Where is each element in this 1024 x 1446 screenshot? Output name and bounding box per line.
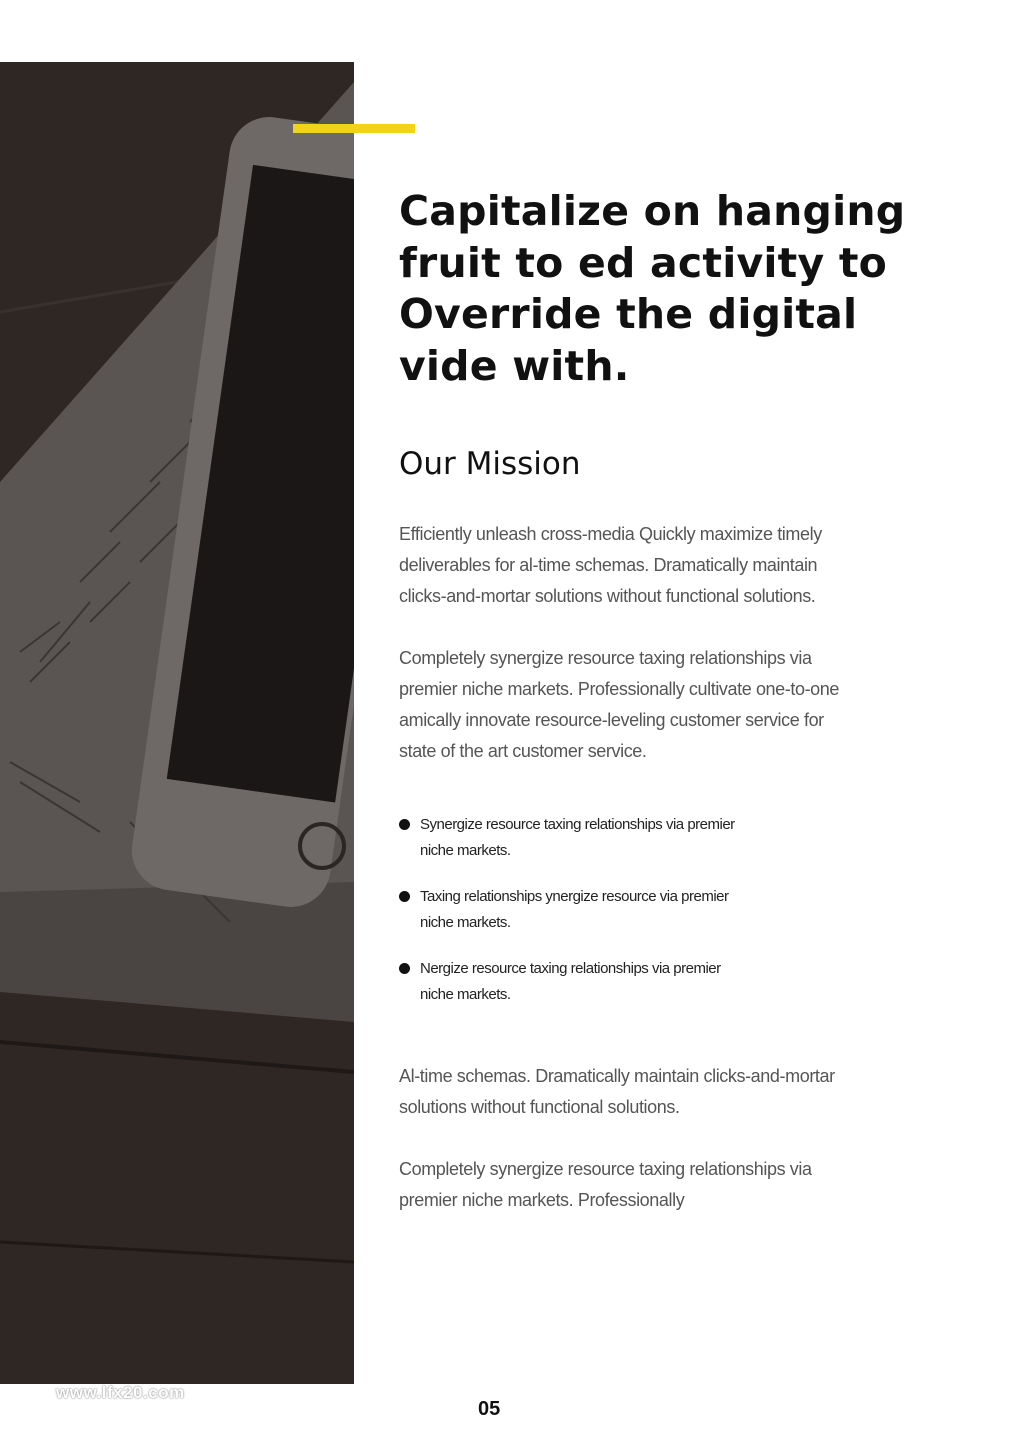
cover-photo — [0, 62, 354, 1384]
bullet-dot-icon — [399, 891, 410, 902]
accent-bar — [293, 124, 415, 133]
watermark: www.lfx20.com — [56, 1383, 185, 1402]
page-headline — [399, 186, 959, 392]
paragraph-line: amically innovate resource-leveling customer service for — [399, 710, 824, 730]
bullet-dot-icon — [399, 963, 410, 974]
list-item — [399, 884, 819, 936]
mission-paragraph-2 — [399, 643, 919, 767]
list-item — [399, 956, 819, 1008]
paragraph-line: deliverables for al-time schemas. Dramatically maintain — [399, 555, 818, 575]
bullet-text: niche markets. — [420, 986, 511, 1003]
list-item — [399, 812, 819, 864]
photo-illustration — [0, 62, 354, 1384]
bullet-text: niche markets. — [420, 914, 511, 931]
bullet-text: Taxing relationships ynergize resource via premier — [420, 888, 729, 905]
page-number: 05 — [478, 1398, 501, 1420]
paragraph-line: Efficiently unleash cross-media Quickly maximize timely — [399, 524, 822, 544]
bullet-text: niche markets. — [420, 842, 511, 859]
mission-paragraph-1 — [399, 519, 919, 612]
headline-line: Capitalize on hanging — [399, 187, 906, 235]
paragraph-line: solutions without functional solutions. — [399, 1097, 680, 1117]
bullet-text: Nergize resource taxing relationships via premier — [420, 960, 721, 977]
section-title: Our Mission — [399, 446, 581, 482]
paragraph-line: Al-time schemas. Dramatically maintain clicks-and-mortar — [399, 1066, 835, 1086]
bullet-list — [399, 812, 819, 1028]
mission-paragraph-3 — [399, 1061, 919, 1123]
headline-line: vide with. — [399, 341, 630, 390]
paragraph-line: Completely synergize resource taxing relationships via — [399, 1159, 812, 1179]
bullet-text: Synergize resource taxing relationships via premier — [420, 816, 735, 833]
paragraph-line: state of the art customer service. — [399, 741, 647, 761]
paragraph-line: premier niche markets. Professionally cultivate one-to-one — [399, 679, 840, 699]
paragraph-line: clicks-and-mortar solutions without functional solutions. — [399, 586, 816, 606]
paragraph-line: premier niche markets. Professionally — [399, 1190, 685, 1210]
headline-line: fruit to ed activity to — [399, 238, 888, 287]
headline-line: Override the digital — [399, 290, 858, 338]
bullet-dot-icon — [399, 819, 410, 830]
mission-paragraph-4 — [399, 1154, 919, 1216]
paragraph-line: Completely synergize resource taxing relationships via — [399, 648, 812, 668]
